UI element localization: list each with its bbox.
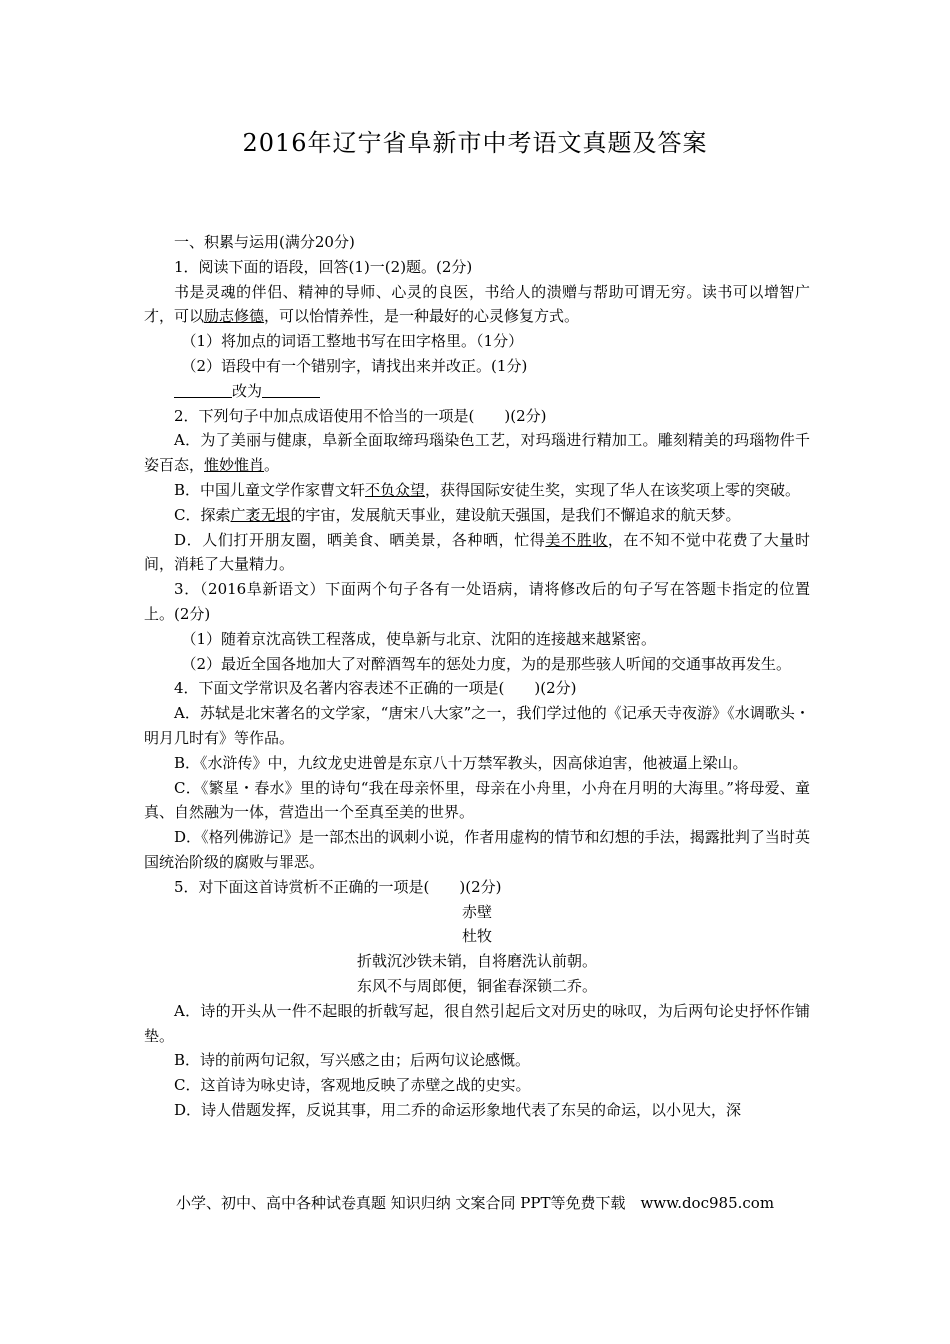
q2-stem: 2．下列句子中加点成语使用不恰当的一项是( )(2分) [174, 406, 547, 425]
q5-option-d: D．诗人借题发挥，反说其事，用二乔的命运形象地代表了东吴的命运，以小见大，深 [174, 1100, 742, 1119]
q1-passage-text-b: ，可以怡情养性，是一种最好的心灵修复方式。 [264, 307, 580, 326]
q3-sub2: （2）最近全国各地加大了对醉酒驾车的惩处力度，为的是那些骇人听闻的交通事故再发生。 [181, 654, 792, 673]
q2-b-idiom: 不负众望 [365, 480, 426, 499]
q4-option-c: C．《繁星・春水》里的诗句“我在母亲怀里，母亲在小舟里，小舟在月明的大海里。”将母爱、童真、自然融为一体，营造出一个至真至美的世界。 [144, 778, 810, 822]
q2-a-end: 。 [264, 456, 280, 475]
q2-a-idiom: 惟妙惟肖 [204, 456, 265, 475]
q4-option-a: A．苏轼是北宋著名的文学家，“唐宋八大家”之一，我们学过他的《记承天寺夜游》《水调歌头・明月几时有》等作品。 [144, 704, 810, 747]
q2-c-text: C．探索 [174, 505, 231, 524]
poem-title: 赤壁 [461, 902, 492, 921]
poem-author: 杜牧 [461, 927, 492, 946]
q1-passage [144, 280, 810, 330]
q3-stem: 3．（2016阜新语文）下面两个句子各有一处语病，请将修改后的句子写在答题卡指定的位置上。(2分) [144, 580, 810, 623]
q2-option-c [144, 503, 810, 528]
q1-sub2: （2）语段中有一个错别字，请找出来并改正。(1分) [181, 356, 528, 375]
q4-option-d: D．《格列佛游记》是一部杰出的讽刺小说，作者用虚构的情节和幻想的手法，揭露批判了当时英国统治阶级的腐败与罪恶。 [144, 828, 810, 871]
q1-passage-text-a: 书是灵魂的伴侣、精神的导师、心灵的良医，书给人的溃赠与帮助可谓无穷。读书可以增智广才，可以 [144, 282, 810, 326]
q2-option-d [144, 528, 810, 578]
answer-blank[interactable] [174, 383, 232, 398]
q1-dotted-word: 励志修德 [204, 307, 265, 326]
q5-option-b: B．诗的前两句记叙，写兴感之由；后两句议论感慨。 [174, 1051, 531, 1070]
q2-b-text: B．中国儿童文学作家曹文轩 [174, 480, 366, 499]
q5-stem: 5．对下面这首诗赏析不正确的一项是( )(2分) [174, 877, 502, 896]
q3-sub1: （1）随着京沈高铁工程落成，使阜新与北京、沈阳的连接越来越紧密。 [181, 629, 657, 648]
q2-option-a [144, 428, 810, 478]
q1-change-label: 改为 [232, 381, 263, 400]
page-title: 2016年辽宁省阜新市中考语文真题及答案 [242, 129, 708, 157]
q2-c-idiom: 广袤无垠 [230, 505, 291, 524]
q2-b-end: ，获得国际安徒生奖，实现了华人在该奖项上零的突破。 [425, 480, 801, 499]
page-footer: 小学、初中、高中各种试卷真题 知识归纳 文案合同 PPT等免费下载 www.doc985.com [175, 1194, 775, 1212]
q2-d-text: D．人们打开朋友圈，晒美食、晒美景，各种晒，忙得 [174, 530, 546, 549]
q1-sub1: （1）将加点的词语工整地书写在田字格里。（1分） [181, 332, 524, 351]
q2-c-end: 的宇宙，发展航天事业，建设航天强国，是我们不懈追求的航天梦。 [290, 505, 741, 524]
q2-d-idiom: 美不胜收 [545, 530, 608, 549]
q5-option-a: A．诗的开头从一件不起眼的折戟写起，很自然引起后文对历史的咏叹，为后两句论史抒怀作铺垫。 [144, 1001, 810, 1045]
q1-answer-line [144, 379, 810, 404]
q4-stem: 4．下面文学常识及名著内容表述不正确的一项是( )(2分) [174, 679, 577, 698]
answer-blank[interactable] [262, 383, 320, 398]
section-heading: 一、积累与运用(满分20分) [174, 233, 355, 251]
q2-option-b [144, 478, 810, 503]
q5-option-c: C．这首诗为咏史诗，客观地反映了赤壁之战的史实。 [174, 1076, 531, 1095]
q4-option-b: B．《水浒传》中，九纹龙史进曾是东京八十万禁军教头，因高俅迫害，他被逼上梁山。 [174, 753, 748, 772]
q2-d-end: ，在不知不觉中花费了大量时间，消耗了大量精力。 [144, 530, 810, 574]
q1-stem: 1．阅读下面的语段，回答(1)一(2)题。(2分) [174, 257, 473, 276]
q2-a-text: A．为了美丽与健康，阜新全面取缔玛瑙染色工艺，对玛瑙进行精加工。雕刻精美的玛瑙物件千姿百态， [144, 431, 810, 475]
poem-line: 东风不与周郎便，铜雀春深锁二乔。 [356, 976, 597, 995]
document-body [144, 230, 810, 1123]
poem-line: 折戟沉沙铁未销，自将磨洗认前朝。 [356, 952, 597, 971]
